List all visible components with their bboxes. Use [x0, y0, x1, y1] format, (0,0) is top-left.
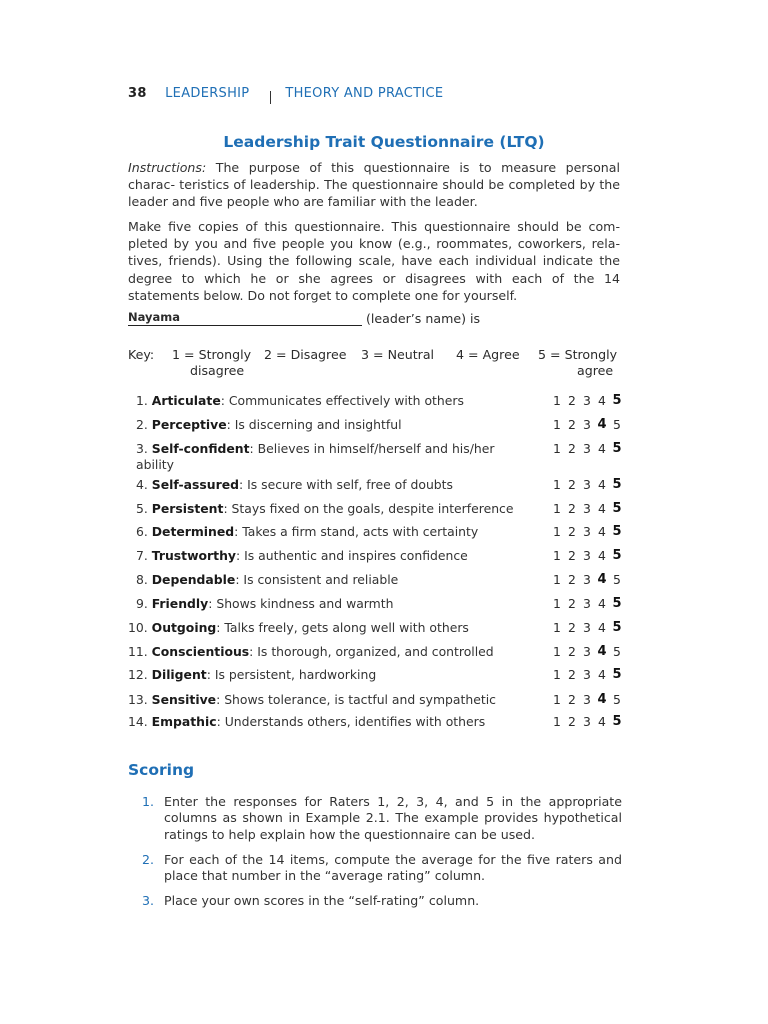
rating-option[interactable]: 3: [583, 548, 591, 563]
rating-scale: [552, 441, 622, 456]
item-statement: [128, 692, 528, 708]
rating-option[interactable]: 5: [612, 501, 622, 516]
rating-option[interactable]: 1: [553, 572, 561, 587]
item-statement: [128, 393, 536, 409]
item-number: 10.: [128, 620, 152, 635]
rating-option[interactable]: 1: [553, 524, 561, 539]
item-number: 7.: [136, 548, 152, 563]
rating-option[interactable]: 5: [612, 524, 622, 539]
rating-option[interactable]: 1: [553, 596, 561, 611]
item-number: 8.: [136, 572, 152, 587]
item-number: 3.: [136, 441, 152, 456]
rating-option[interactable]: 4: [598, 596, 606, 611]
rating-option[interactable]: 3: [583, 417, 591, 432]
item-description: : Communicates effectively with others: [220, 393, 464, 408]
item-trait: Self-confident: [151, 441, 250, 456]
item-trait: Diligent: [151, 667, 207, 682]
item-trait: Conscientious: [151, 644, 250, 659]
rating-option[interactable]: 3: [583, 441, 591, 456]
leader-name-line: [128, 310, 480, 326]
rating-option[interactable]: 5: [613, 644, 621, 659]
item-statement: [128, 596, 536, 612]
rating-option[interactable]: 4: [598, 501, 606, 516]
rating-scale: [552, 644, 622, 659]
rating-option[interactable]: 2: [568, 692, 576, 707]
rating-option[interactable]: 2: [568, 441, 576, 456]
key-neutral: 3 = Neutral: [361, 347, 435, 362]
rating-option[interactable]: 5: [612, 620, 622, 635]
step-number: 2.: [142, 852, 155, 867]
step-number: 3.: [142, 893, 155, 908]
rating-option[interactable]: 2: [568, 393, 576, 408]
rating-option[interactable]: 2: [568, 417, 576, 432]
book-title-part1: LEADERSHIP: [165, 86, 250, 101]
key-strongly-disagree: 1 = Strongly: [172, 347, 252, 362]
item-statement: [128, 620, 528, 636]
item-statement: [128, 524, 536, 540]
book-title-part2: THEORY AND PRACTICE: [285, 86, 444, 101]
item-description: : Shows kindness and warmth: [208, 596, 394, 611]
item-trait: Trustworthy: [151, 548, 236, 563]
rating-scale: [552, 501, 622, 516]
rating-option[interactable]: 5: [612, 596, 622, 611]
item-number: 5.: [136, 501, 152, 516]
rating-scale: [552, 417, 622, 432]
rating-option[interactable]: 5: [613, 572, 621, 587]
item-description: : Is persistent, hardworking: [206, 667, 377, 682]
rating-option[interactable]: 1: [553, 644, 561, 659]
rating-option[interactable]: 5: [612, 667, 622, 682]
copies-paragraph: Make five copies of this questionnaire. This questionnaire should be com- pleted by you and five people you know (e.g., roommates, coworkers, rela- tives, friends). Using the following scale, have each individual indicate the degree to which he or she agrees or disagrees with each of the 14 statements below. Do not forget to complete one for yourself.: [128, 219, 620, 303]
rating-option[interactable]: 4: [598, 620, 606, 635]
item-number: 11.: [128, 644, 152, 659]
item-description: : Understands others, identifies with others: [216, 714, 486, 729]
rating-option[interactable]: 5: [613, 417, 621, 432]
instructions-paragraph: [128, 159, 620, 211]
rating-option[interactable]: 5: [612, 393, 622, 408]
key-strongly-disagree-line2: disagree: [190, 363, 245, 378]
item-number: 13.: [128, 692, 152, 707]
rating-option[interactable]: 3: [583, 524, 591, 539]
rating-option[interactable]: 2: [568, 667, 576, 682]
rating-option[interactable]: 2: [568, 501, 576, 516]
item-description: : Is thorough, organized, and controlled: [249, 644, 494, 659]
rating-option[interactable]: 1: [553, 441, 561, 456]
item-trait: Sensitive: [151, 692, 217, 707]
rating-option[interactable]: 5: [612, 441, 622, 456]
rating-scale: [552, 393, 622, 408]
item-number: 4.: [136, 477, 152, 492]
item-number: 14.: [128, 714, 152, 729]
item-number: 6.: [136, 524, 152, 539]
rating-option[interactable]: 2: [568, 644, 576, 659]
rating-scale: [552, 692, 622, 707]
rating-scale: [552, 548, 622, 563]
rating-option[interactable]: 1: [553, 620, 561, 635]
item-trait: Articulate: [151, 393, 221, 408]
leader-name-field[interactable]: Nayama: [128, 310, 362, 326]
rating-option[interactable]: 2: [568, 620, 576, 635]
rating-scale: [552, 596, 622, 611]
item-number: 2.: [136, 417, 152, 432]
instructions-label: Instructions:: [128, 160, 207, 175]
key-label: Key:: [128, 347, 155, 362]
leader-name-suffix: (leader’s name) is: [362, 311, 481, 326]
rating-option[interactable]: 4: [598, 477, 606, 492]
rating-option[interactable]: 4: [597, 417, 607, 432]
item-trait: Determined: [151, 524, 235, 539]
rating-scale: [552, 620, 622, 635]
item-trait: Perceptive: [151, 417, 227, 432]
item-number: 1.: [136, 393, 152, 408]
rating-option[interactable]: 2: [568, 714, 576, 729]
rating-option[interactable]: 3: [583, 644, 591, 659]
rating-option[interactable]: 2: [568, 596, 576, 611]
item-description: : Is discerning and insightful: [226, 417, 402, 432]
item-description: : Is authentic and inspires confidence: [235, 548, 468, 563]
item-statement: [128, 548, 536, 564]
scoring-heading: Scoring: [128, 761, 195, 779]
rating-option[interactable]: 3: [583, 620, 591, 635]
rating-option[interactable]: 2: [568, 548, 576, 563]
rating-option[interactable]: 3: [583, 596, 591, 611]
rating-option[interactable]: 5: [612, 548, 622, 563]
rating-option[interactable]: 1: [553, 417, 561, 432]
key-strongly-agree: 5 = Strongly: [538, 347, 618, 362]
rating-option[interactable]: 1: [553, 692, 561, 707]
rating-option[interactable]: 4: [597, 644, 607, 659]
rating-scale: [552, 572, 622, 587]
rating-option[interactable]: 3: [583, 572, 591, 587]
rating-scale: [552, 667, 622, 682]
rating-option[interactable]: 3: [583, 692, 591, 707]
rating-option[interactable]: 1: [553, 667, 561, 682]
running-header: [128, 86, 443, 104]
rating-option[interactable]: 1: [553, 393, 561, 408]
item-description: : Shows tolerance, is tactful and sympathetic: [216, 692, 496, 707]
rating-option[interactable]: 1: [553, 548, 561, 563]
item-statement: [128, 501, 536, 517]
rating-scale: [552, 714, 622, 729]
item-description: : Takes a firm stand, acts with certainty: [234, 524, 479, 539]
rating-option[interactable]: 4: [598, 714, 606, 729]
rating-option[interactable]: 3: [583, 667, 591, 682]
rating-option[interactable]: 4: [598, 441, 606, 456]
scale-key: [128, 347, 620, 381]
item-number: 9.: [136, 596, 152, 611]
page-number: 38: [128, 86, 147, 101]
key-disagree: 2 = Disagree: [264, 347, 347, 362]
rating-option[interactable]: 4: [598, 524, 606, 539]
rating-option[interactable]: 3: [583, 477, 591, 492]
step-number: 1.: [142, 794, 155, 809]
step-text: Enter the responses for Raters 1, 2, 3, 4, and 5 in the appropriate columns as shown in Example 2.1. The example provides hypothetical ratings to help explain how the questionnaire can be used.: [164, 794, 622, 842]
item-trait: Empathic: [151, 714, 217, 729]
item-number: 12.: [128, 667, 152, 682]
key-strongly-agree-line2: agree: [577, 363, 614, 378]
rating-option[interactable]: 5: [612, 714, 622, 729]
rating-option[interactable]: 1: [553, 714, 561, 729]
header-divider: [270, 91, 271, 104]
item-trait: Dependable: [151, 572, 236, 587]
item-statement: [128, 667, 528, 683]
rating-option[interactable]: 3: [583, 501, 591, 516]
rating-scale: [552, 477, 622, 492]
item-statement: [128, 714, 528, 730]
item-trait: Persistent: [151, 501, 224, 516]
item-statement: [128, 572, 536, 588]
rating-option[interactable]: 5: [612, 477, 622, 492]
key-agree: 4 = Agree: [456, 347, 520, 362]
rating-option[interactable]: 2: [568, 477, 576, 492]
item-trait: Self-assured: [151, 477, 239, 492]
item-trait: Outgoing: [151, 620, 217, 635]
rating-scale: [552, 524, 622, 539]
page-title: Leadership Trait Questionnaire (LTQ): [223, 133, 545, 151]
step-text: Place your own scores in the “self-rating” column.: [164, 893, 480, 908]
rating-option[interactable]: 4: [597, 692, 607, 707]
rating-option[interactable]: 4: [597, 572, 607, 587]
item-description: : Believes in himself/herself and his/her ability: [136, 441, 495, 472]
item-description: : Is consistent and reliable: [235, 572, 399, 587]
step-text: For each of the 14 items, compute the average for the five raters and place that number in the “average rating” column.: [164, 852, 622, 884]
rating-option[interactable]: 4: [598, 393, 606, 408]
instructions-text: The purpose of this questionnaire is to measure personal charac- teristics of leadership. The questionnaire should be completed by the leader and five people who are familiar with the leader.: [128, 160, 620, 210]
item-statement: [128, 441, 516, 473]
rating-option[interactable]: 3: [583, 714, 591, 729]
rating-option[interactable]: 2: [568, 572, 576, 587]
rating-option[interactable]: 4: [598, 667, 606, 682]
rating-option[interactable]: 2: [568, 524, 576, 539]
item-description: : Stays fixed on the goals, despite interference: [223, 501, 514, 516]
item-trait: Friendly: [151, 596, 209, 611]
item-statement: [128, 644, 528, 660]
item-statement: [128, 477, 536, 493]
item-description: : Talks freely, gets along well with others: [216, 620, 469, 635]
rating-option[interactable]: 3: [583, 393, 591, 408]
item-description: : Is secure with self, free of doubts: [238, 477, 453, 492]
item-statement: [128, 417, 536, 433]
rating-option[interactable]: 4: [598, 548, 606, 563]
rating-option[interactable]: 1: [553, 501, 561, 516]
rating-option[interactable]: 1: [553, 477, 561, 492]
rating-option[interactable]: 5: [613, 692, 621, 707]
